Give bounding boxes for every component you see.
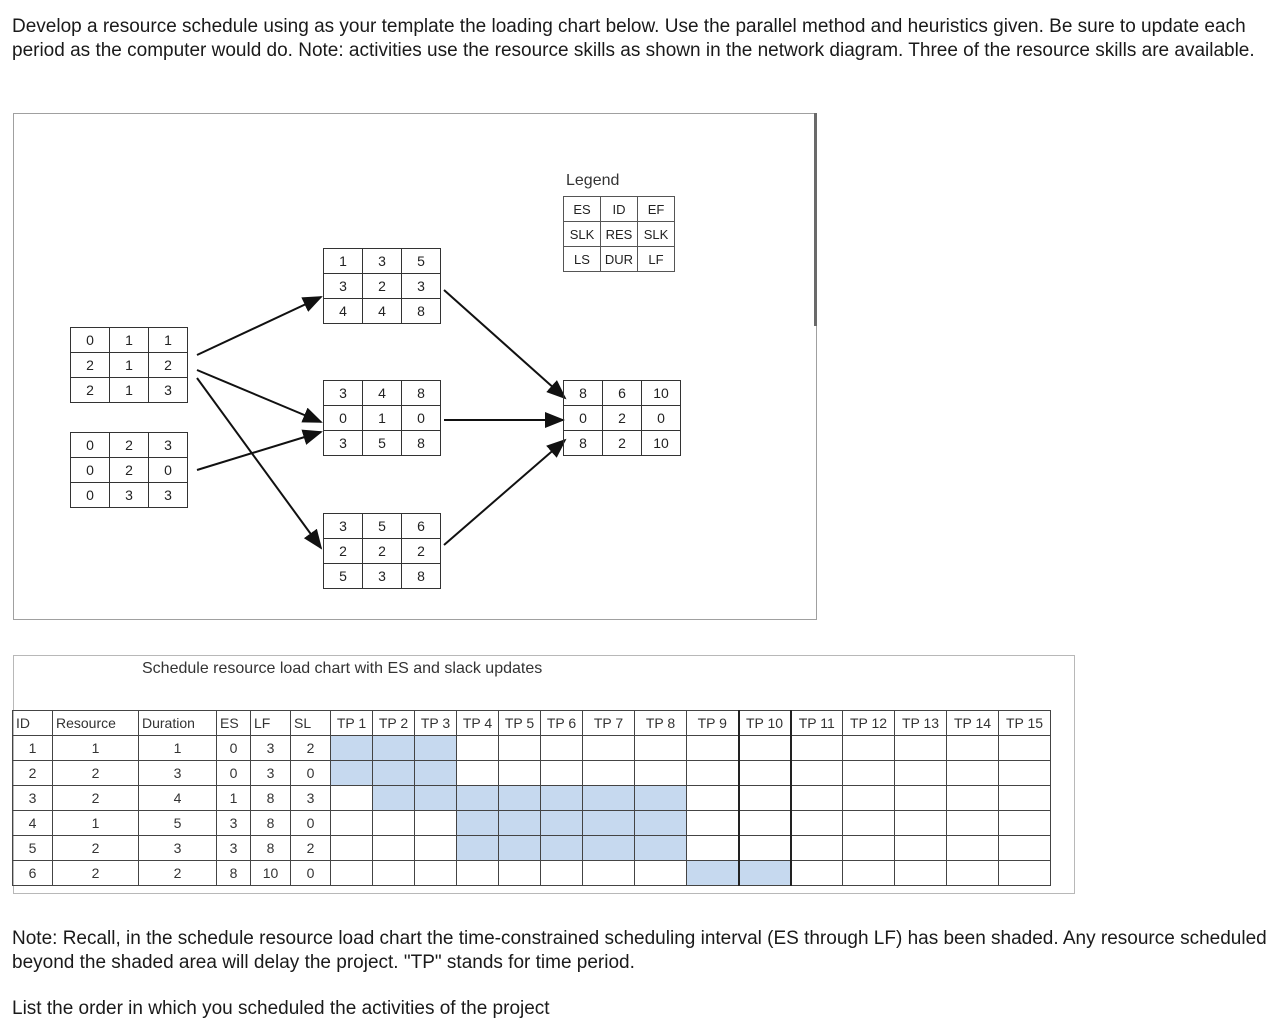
cell-resource: 1 xyxy=(53,736,139,761)
cell-id: 2 xyxy=(13,761,53,786)
cell-resource: 2 xyxy=(53,836,139,861)
load-chart-row xyxy=(13,736,1051,761)
period-cell[interactable] xyxy=(687,786,739,811)
period-cell[interactable] xyxy=(999,861,1051,886)
activity-node-1: 0 1 1 2 1 2 2 1 3 xyxy=(70,327,188,403)
period-cell[interactable] xyxy=(583,836,635,861)
period-cell[interactable] xyxy=(583,786,635,811)
period-cell[interactable] xyxy=(373,786,415,811)
activity-node-6: 8 6 10 0 2 0 8 2 10 xyxy=(563,380,681,456)
period-cell[interactable] xyxy=(947,836,999,861)
period-cell[interactable] xyxy=(947,761,999,786)
cell-es: 1 xyxy=(217,786,251,811)
period-cell[interactable] xyxy=(635,836,687,861)
cell-lf: 8 xyxy=(251,836,291,861)
cell-id: 1 xyxy=(13,736,53,761)
cell-lf: 3 xyxy=(251,736,291,761)
period-cell[interactable] xyxy=(739,736,791,761)
period-cell[interactable] xyxy=(499,861,541,886)
header-lf: LF xyxy=(251,711,291,736)
legend-title: Legend xyxy=(566,172,620,189)
period-cell[interactable] xyxy=(791,811,843,836)
period-cell[interactable] xyxy=(583,811,635,836)
header-period: TP 11 xyxy=(791,711,843,736)
load-chart-row xyxy=(13,786,1051,811)
period-cell[interactable] xyxy=(583,861,635,886)
period-cell[interactable] xyxy=(843,836,895,861)
cell-id: 3 xyxy=(13,786,53,811)
period-cell[interactable] xyxy=(739,761,791,786)
period-cell[interactable] xyxy=(541,736,583,761)
header-period: TP 14 xyxy=(947,711,999,736)
header-period: TP 10 xyxy=(739,711,791,736)
period-cell[interactable] xyxy=(999,836,1051,861)
period-cell[interactable] xyxy=(331,861,373,886)
period-cell[interactable] xyxy=(739,861,791,886)
cell-lf: 3 xyxy=(251,761,291,786)
header-period: TP 5 xyxy=(499,711,541,736)
period-cell[interactable] xyxy=(791,736,843,761)
period-cell[interactable] xyxy=(583,736,635,761)
period-cell[interactable] xyxy=(331,761,373,786)
period-cell[interactable] xyxy=(457,736,499,761)
period-cell[interactable] xyxy=(895,761,947,786)
load-chart-title: Schedule resource load chart with ES and slack updates xyxy=(142,660,543,677)
period-cell[interactable] xyxy=(791,861,843,886)
period-cell[interactable] xyxy=(999,786,1051,811)
cell-id: 5 xyxy=(13,836,53,861)
cell-resource: 2 xyxy=(53,761,139,786)
period-cell[interactable] xyxy=(499,736,541,761)
header-period: TP 12 xyxy=(843,711,895,736)
period-cell[interactable] xyxy=(635,861,687,886)
period-cell[interactable] xyxy=(947,786,999,811)
period-cell[interactable] xyxy=(791,836,843,861)
header-es: ES xyxy=(217,711,251,736)
header-period: TP 9 xyxy=(687,711,739,736)
period-cell[interactable] xyxy=(457,861,499,886)
cell-duration: 2 xyxy=(139,861,217,886)
load-chart-row xyxy=(13,836,1051,861)
period-cell[interactable] xyxy=(373,836,415,861)
load-chart-row xyxy=(13,761,1051,786)
period-cell[interactable] xyxy=(373,761,415,786)
header-id: ID xyxy=(13,711,53,736)
header-period: TP 13 xyxy=(895,711,947,736)
cell-es: 0 xyxy=(217,761,251,786)
cell-duration: 1 xyxy=(139,736,217,761)
period-cell[interactable] xyxy=(739,811,791,836)
period-cell[interactable] xyxy=(687,736,739,761)
cell-duration: 5 xyxy=(139,811,217,836)
period-cell[interactable] xyxy=(415,861,457,886)
period-cell[interactable] xyxy=(457,786,499,811)
period-cell[interactable] xyxy=(331,811,373,836)
resource-load-chart xyxy=(12,710,1051,886)
cell-duration: 3 xyxy=(139,836,217,861)
period-cell[interactable] xyxy=(635,761,687,786)
period-cell[interactable] xyxy=(999,811,1051,836)
cell-sl: 2 xyxy=(291,736,331,761)
arrow-5-6 xyxy=(444,440,565,545)
period-cell[interactable] xyxy=(499,761,541,786)
period-cell[interactable] xyxy=(457,811,499,836)
cell-lf: 8 xyxy=(251,811,291,836)
cell-sl: 0 xyxy=(291,861,331,886)
period-cell[interactable] xyxy=(635,786,687,811)
cell-resource: 2 xyxy=(53,786,139,811)
period-cell[interactable] xyxy=(457,836,499,861)
arrow-1-3 xyxy=(197,297,321,355)
period-cell[interactable] xyxy=(999,736,1051,761)
period-cell[interactable] xyxy=(457,761,499,786)
arrow-1-5 xyxy=(197,378,321,548)
period-cell[interactable] xyxy=(499,811,541,836)
period-cell[interactable] xyxy=(415,736,457,761)
period-cell[interactable] xyxy=(331,836,373,861)
cell-sl: 0 xyxy=(291,761,331,786)
period-cell[interactable] xyxy=(415,811,457,836)
cell-resource: 2 xyxy=(53,861,139,886)
period-cell[interactable] xyxy=(791,761,843,786)
cell-sl: 2 xyxy=(291,836,331,861)
load-chart-header-row xyxy=(13,711,1051,736)
header-period: TP 15 xyxy=(999,711,1051,736)
period-cell[interactable] xyxy=(373,811,415,836)
period-cell[interactable] xyxy=(895,836,947,861)
arrow-3-6 xyxy=(444,290,565,398)
header-sl: SL xyxy=(291,711,331,736)
period-cell[interactable] xyxy=(331,736,373,761)
period-cell[interactable] xyxy=(739,836,791,861)
period-cell[interactable] xyxy=(895,861,947,886)
instructions-text: Develop a resource schedule using as your template the loading chart below. Use the parallel method and heuristics given. Be sure to update each period as the computer would do. Note: activities use the resource skills as shown in the network diagram. Three of the resource skills are available. xyxy=(12,16,1255,61)
period-cell[interactable] xyxy=(373,736,415,761)
header-resource: Resource xyxy=(53,711,139,736)
period-cell[interactable] xyxy=(687,811,739,836)
cell-es: 0 xyxy=(217,736,251,761)
period-cell[interactable] xyxy=(499,786,541,811)
period-cell[interactable] xyxy=(499,836,541,861)
activity-node-2: 0 2 3 0 2 0 0 3 3 xyxy=(70,432,188,508)
period-cell[interactable] xyxy=(415,761,457,786)
period-cell[interactable] xyxy=(541,761,583,786)
header-period: TP 2 xyxy=(373,711,415,736)
header-period: TP 7 xyxy=(583,711,635,736)
period-cell[interactable] xyxy=(843,761,895,786)
cell-duration: 3 xyxy=(139,761,217,786)
period-cell[interactable] xyxy=(373,861,415,886)
header-period: TP 4 xyxy=(457,711,499,736)
activity-node-4: 3 4 8 0 1 0 3 5 8 xyxy=(323,380,441,456)
period-cell[interactable] xyxy=(541,811,583,836)
cell-sl: 0 xyxy=(291,811,331,836)
activity-node-5: 3 5 6 2 2 2 5 3 8 xyxy=(323,513,441,589)
legend-box: ES ID EF SLK RES SLK LS DUR LF xyxy=(563,196,675,272)
header-period: TP 1 xyxy=(331,711,373,736)
cell-es: 8 xyxy=(217,861,251,886)
cell-lf: 10 xyxy=(251,861,291,886)
header-period: TP 8 xyxy=(635,711,687,736)
activity-node-3: 1 3 5 3 2 3 4 4 8 xyxy=(323,248,441,324)
cell-id: 6 xyxy=(13,861,53,886)
cell-id: 4 xyxy=(13,811,53,836)
period-cell[interactable] xyxy=(635,736,687,761)
period-cell[interactable] xyxy=(739,786,791,811)
header-period: TP 6 xyxy=(541,711,583,736)
period-cell[interactable] xyxy=(843,736,895,761)
cell-es: 3 xyxy=(217,836,251,861)
period-cell[interactable] xyxy=(843,811,895,836)
period-cell[interactable] xyxy=(947,861,999,886)
header-period: TP 3 xyxy=(415,711,457,736)
period-cell[interactable] xyxy=(687,836,739,861)
period-cell[interactable] xyxy=(687,861,739,886)
period-cell[interactable] xyxy=(843,786,895,811)
cell-lf: 8 xyxy=(251,786,291,811)
arrow-1-4 xyxy=(197,370,321,422)
period-cell[interactable] xyxy=(415,786,457,811)
period-cell[interactable] xyxy=(895,786,947,811)
period-cell[interactable] xyxy=(415,836,457,861)
load-chart-row xyxy=(13,811,1051,836)
header-duration: Duration xyxy=(139,711,217,736)
period-cell[interactable] xyxy=(791,786,843,811)
period-cell[interactable] xyxy=(583,761,635,786)
period-cell[interactable] xyxy=(895,811,947,836)
note-text: Note: Recall, in the schedule resource load chart the time-constrained scheduling interval (ES through LF) has been shaded. Any resource scheduled beyond the shaded area will delay the project. "TP" stands for time period. xyxy=(12,928,1267,973)
period-cell[interactable] xyxy=(947,736,999,761)
cell-resource: 1 xyxy=(53,811,139,836)
cell-es: 3 xyxy=(217,811,251,836)
period-cell[interactable] xyxy=(843,861,895,886)
period-cell[interactable] xyxy=(687,761,739,786)
period-cell[interactable] xyxy=(895,736,947,761)
period-cell[interactable] xyxy=(541,836,583,861)
period-cell[interactable] xyxy=(541,786,583,811)
cell-sl: 3 xyxy=(291,786,331,811)
cell-duration: 4 xyxy=(139,786,217,811)
question-text: List the order in which you scheduled the activities of the project xyxy=(12,998,550,1019)
period-cell[interactable] xyxy=(541,861,583,886)
period-cell[interactable] xyxy=(947,811,999,836)
period-cell[interactable] xyxy=(999,761,1051,786)
load-chart-row xyxy=(13,861,1051,886)
period-cell[interactable] xyxy=(635,811,687,836)
period-cell[interactable] xyxy=(331,786,373,811)
